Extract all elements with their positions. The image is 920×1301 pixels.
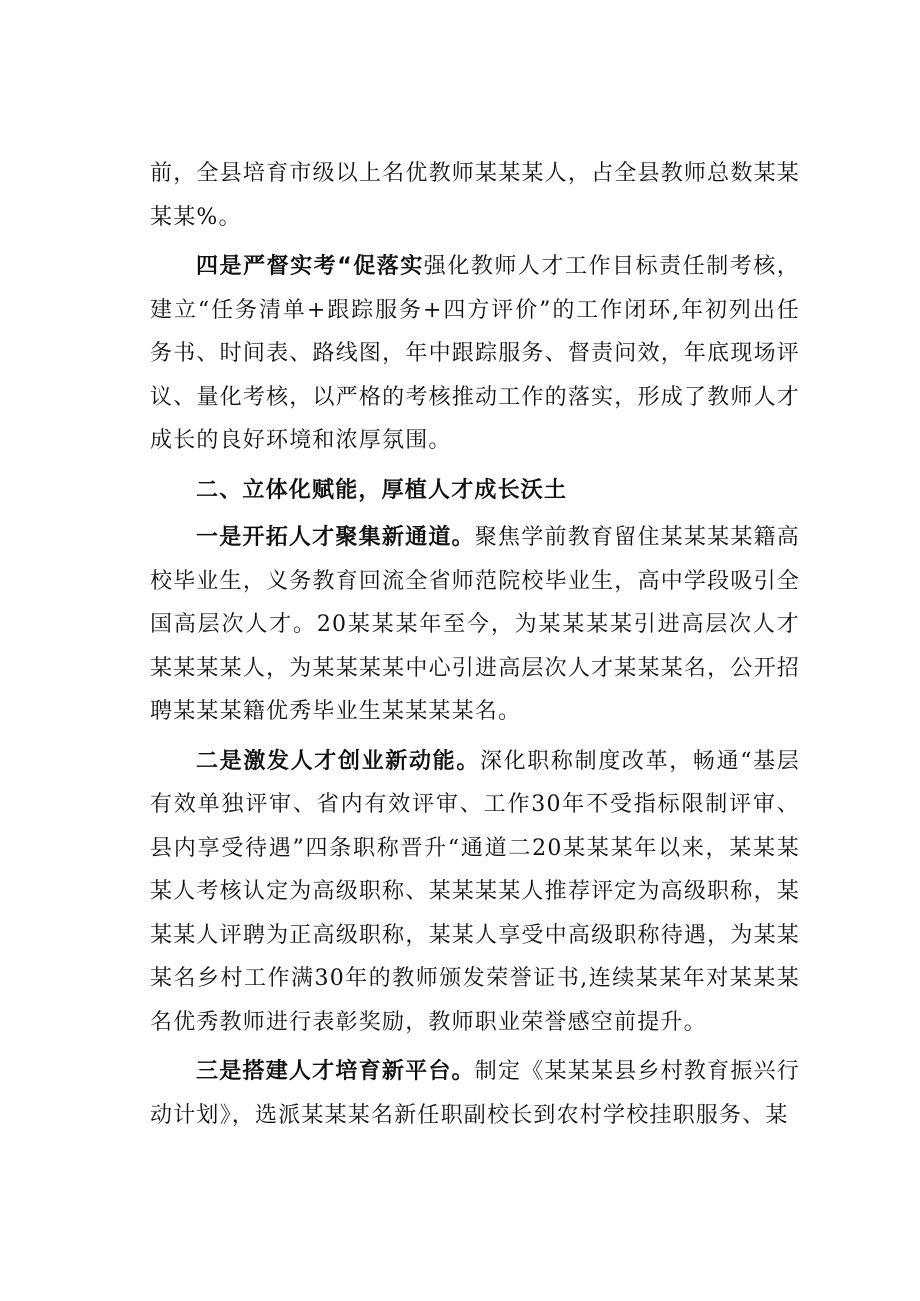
paragraph-lead: 四是严督实考“促落实	[196, 254, 424, 279]
paragraph-lead: 二是激发人才创业新动能。	[196, 748, 480, 774]
paragraph-text: 聚焦学前教育留住某某某某籍高校毕业生，义务教育回流全省师范院校毕业生，高中学段吸引全国高层次人才。20某某某年至今，为某某某某引进高层次人才某某某某人，为某某某某中心引进高层次人才某某某名，公开招聘某某某籍优秀毕业生某某某某名。	[150, 525, 800, 724]
paragraph-continuation	[150, 152, 800, 239]
paragraph-lead: 一是开拓人才聚集新通道。	[196, 525, 475, 550]
paragraph-lead: 三是搭建人才培育新平台。	[196, 1059, 475, 1084]
paragraph-training-platform	[150, 1050, 800, 1137]
paragraph-text: 深化职称制度改革，畅通“基层有效单独评审、省内有效评审、工作30年不受指标限制评审、县内享受待遇”四条职称晋升“通道二20某某某年以来，某某某某人考核认定为高级职称、某某某某人推荐评定为高级职称，某某某人评聘为正高级职称，某某人享受中高级职称待遇，为某某某名乡村工作满30年的教师颁发荣誉证书,连续某某年对某某某名优秀教师进行表彰奖励，教师职业荣誉感空前提升。	[150, 748, 800, 1035]
paragraph-text: 前，全县培育市级以上名优教师某某某人，占全县教师总数某某某某%。	[150, 161, 800, 230]
paragraph-strict-assessment	[150, 245, 800, 463]
paragraph-talent-channel	[150, 516, 800, 734]
section-heading: 二、立体化赋能，厚植人才成长沃土	[196, 477, 568, 503]
document-page	[150, 152, 800, 1137]
paragraph-talent-motivation	[150, 740, 800, 1045]
paragraph-text: 制定《某某某县乡村教育振兴行动计划》，选派某某某名新任职副校长到农村学校挂职服务、某	[150, 1059, 800, 1128]
paragraph-text: 强化教师人才工作目标责任制考核，建立“任务清单+跟踪服务+四方评价”的工作闭环,年初列出任务书、时间表、路线图，年中跟踪服务、督责问效，年底现场评议、量化考核，以严格的考核推动工作的落实，形成了教师人才成长的良好环境和浓厚氛围。	[150, 254, 800, 453]
